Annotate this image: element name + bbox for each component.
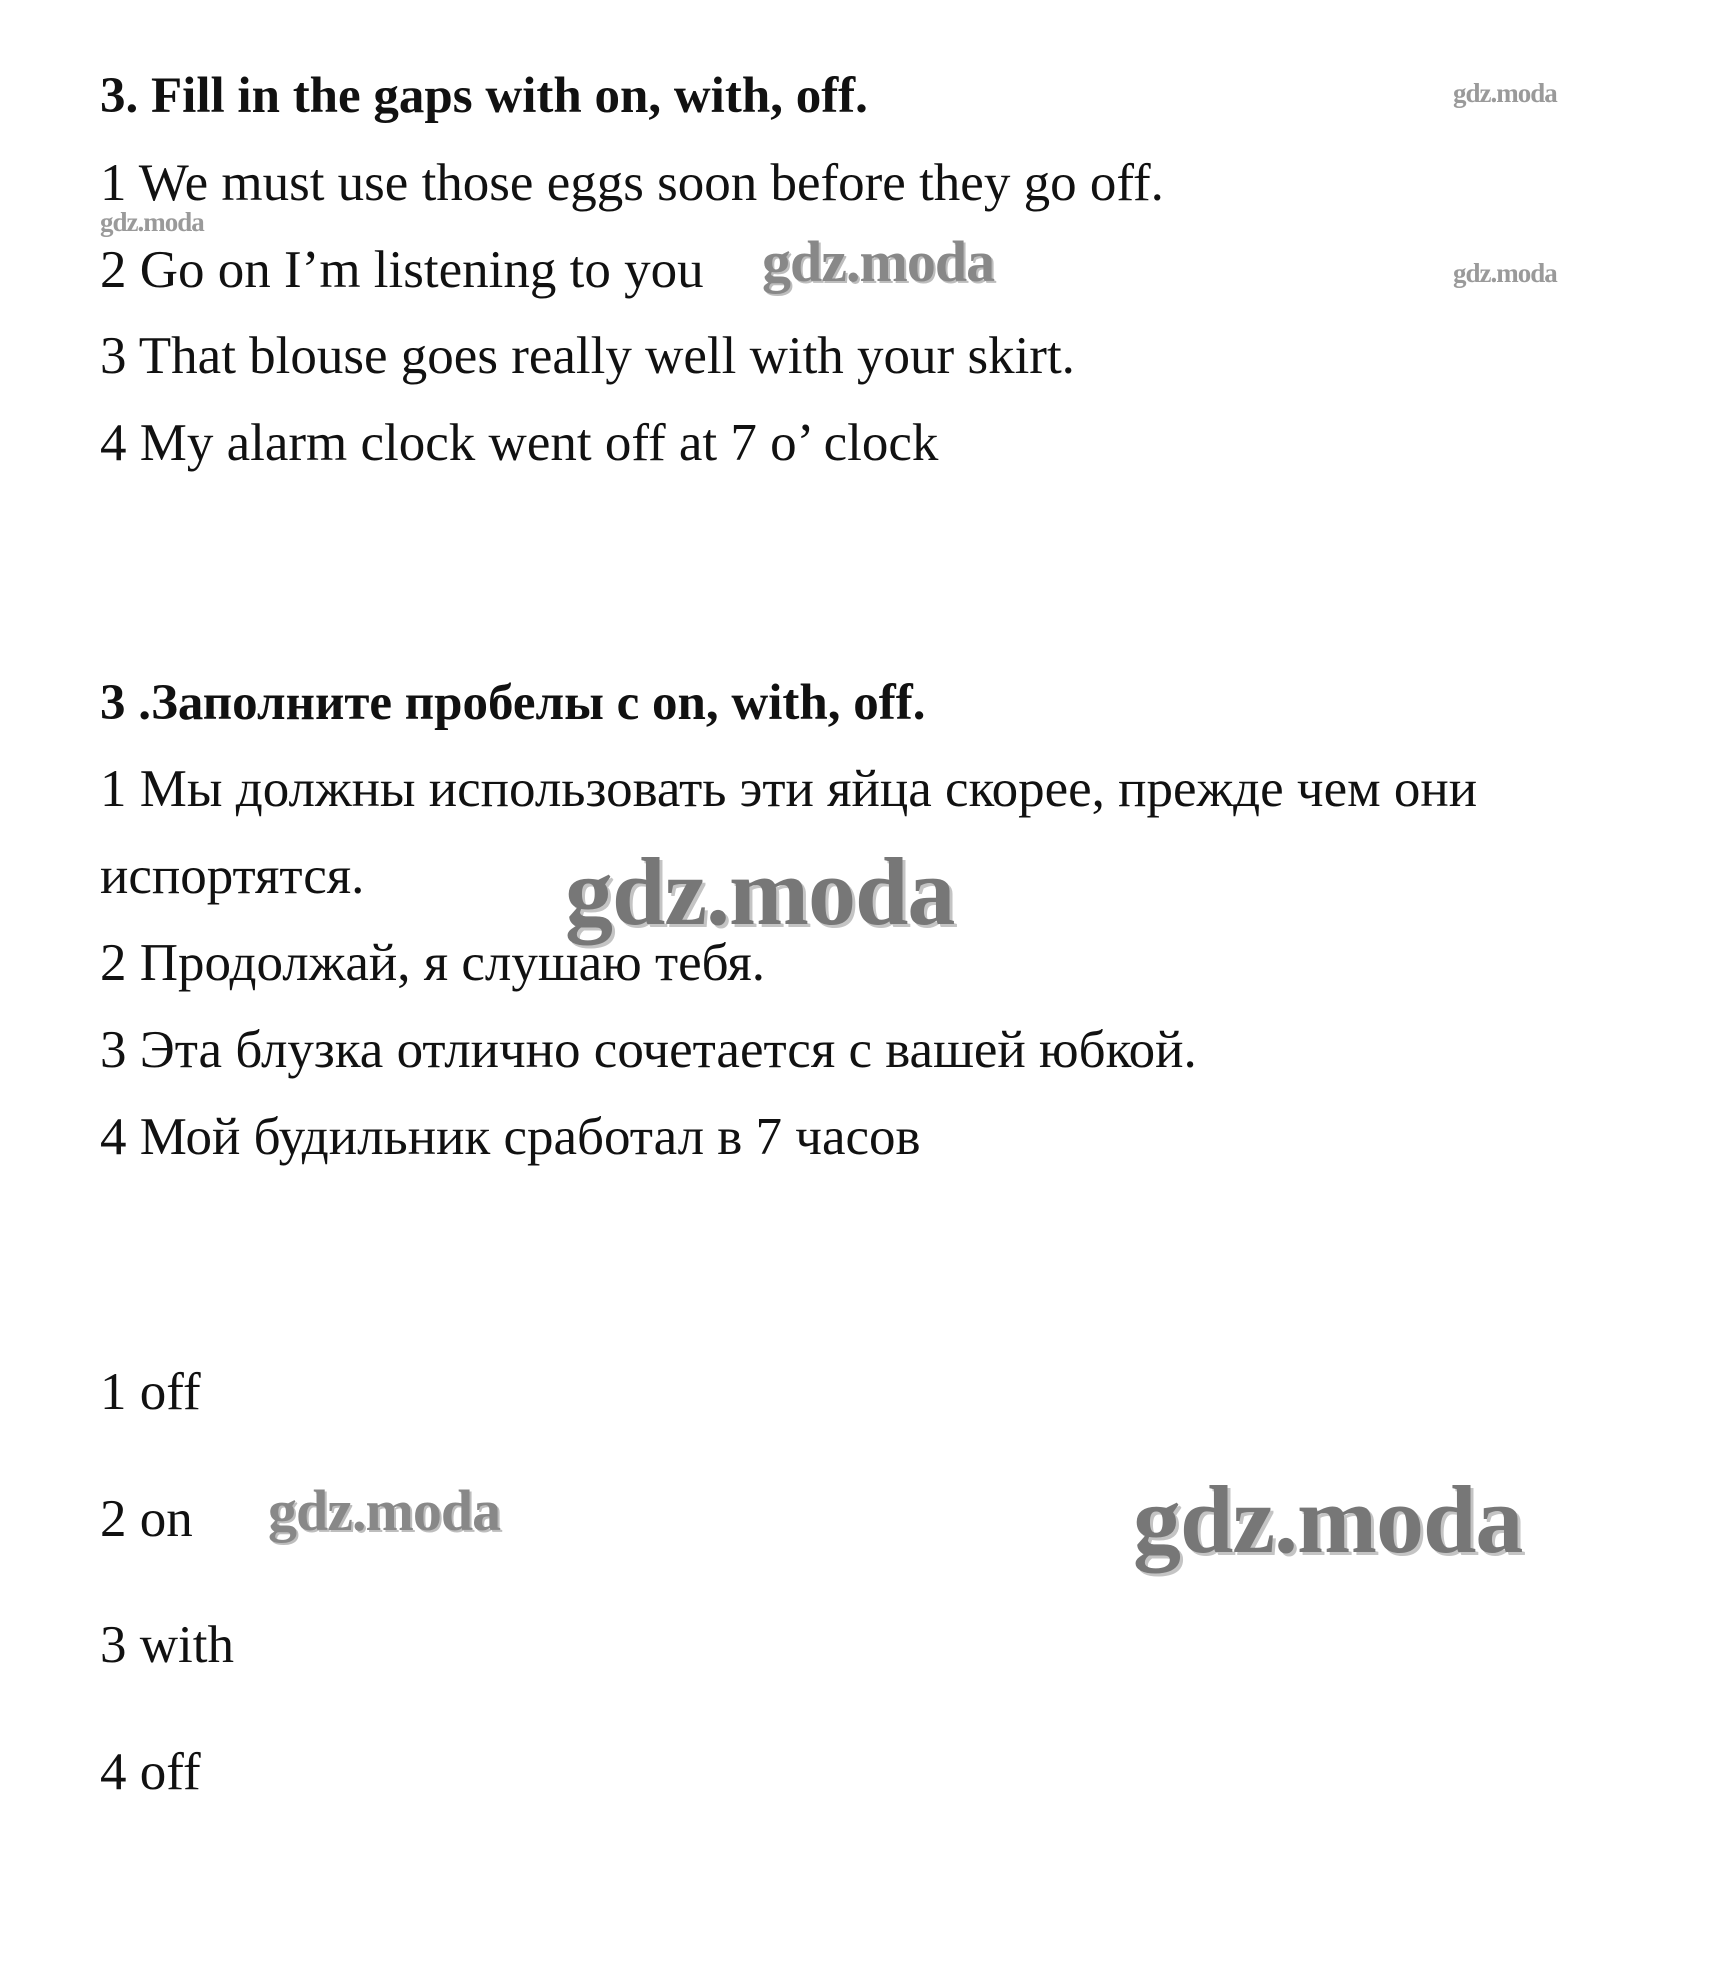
watermark-logo: gdz.moda — [1133, 1466, 1523, 1573]
exercise-item-russian-2: 2 Продолжай, я слушаю тебя. — [100, 934, 765, 992]
answer-3: 3 with — [100, 1616, 234, 1674]
exercise-item-english-1: 1 We must use those eggs soon before they go off. — [100, 154, 1164, 212]
exercise-heading-russian: 3 .Заполните пробелы с on, with, off. — [100, 675, 926, 731]
watermark-logo: gdz.moda — [565, 838, 955, 945]
exercise-item-english-3: 3 That blouse goes really well with your skirt. — [100, 327, 1075, 385]
exercise-item-english-4: 4 My alarm clock went off at 7 o’ clock — [100, 414, 939, 472]
exercise-heading-english: 3. Fill in the gaps with on, with, off. — [100, 68, 868, 124]
exercise-item-russian-3: 3 Эта блузка отлично сочетается с вашей юбкой. — [100, 1021, 1197, 1079]
answer-2: 2 on — [100, 1490, 193, 1548]
answer-1: 1 off — [100, 1363, 201, 1421]
watermark-logo: gdz.moda — [100, 207, 204, 237]
exercise-item-russian-4: 4 Мой будильник сработал в 7 часов — [100, 1108, 921, 1166]
watermark-logo: gdz.moda — [762, 229, 995, 294]
watermark-logo: gdz.moda — [1453, 258, 1557, 288]
watermark-logo: gdz.moda — [1453, 78, 1557, 108]
exercise-item-russian-1-cont: испортятся. — [100, 847, 365, 905]
watermark-logo: gdz.moda — [268, 1478, 501, 1543]
exercise-item-english-2: 2 Go on I’m listening to you — [100, 241, 704, 299]
exercise-item-russian-1: 1 Мы должны использовать эти яйца скорее, прежде чем они — [100, 760, 1478, 818]
answer-4: 4 off — [100, 1743, 201, 1801]
